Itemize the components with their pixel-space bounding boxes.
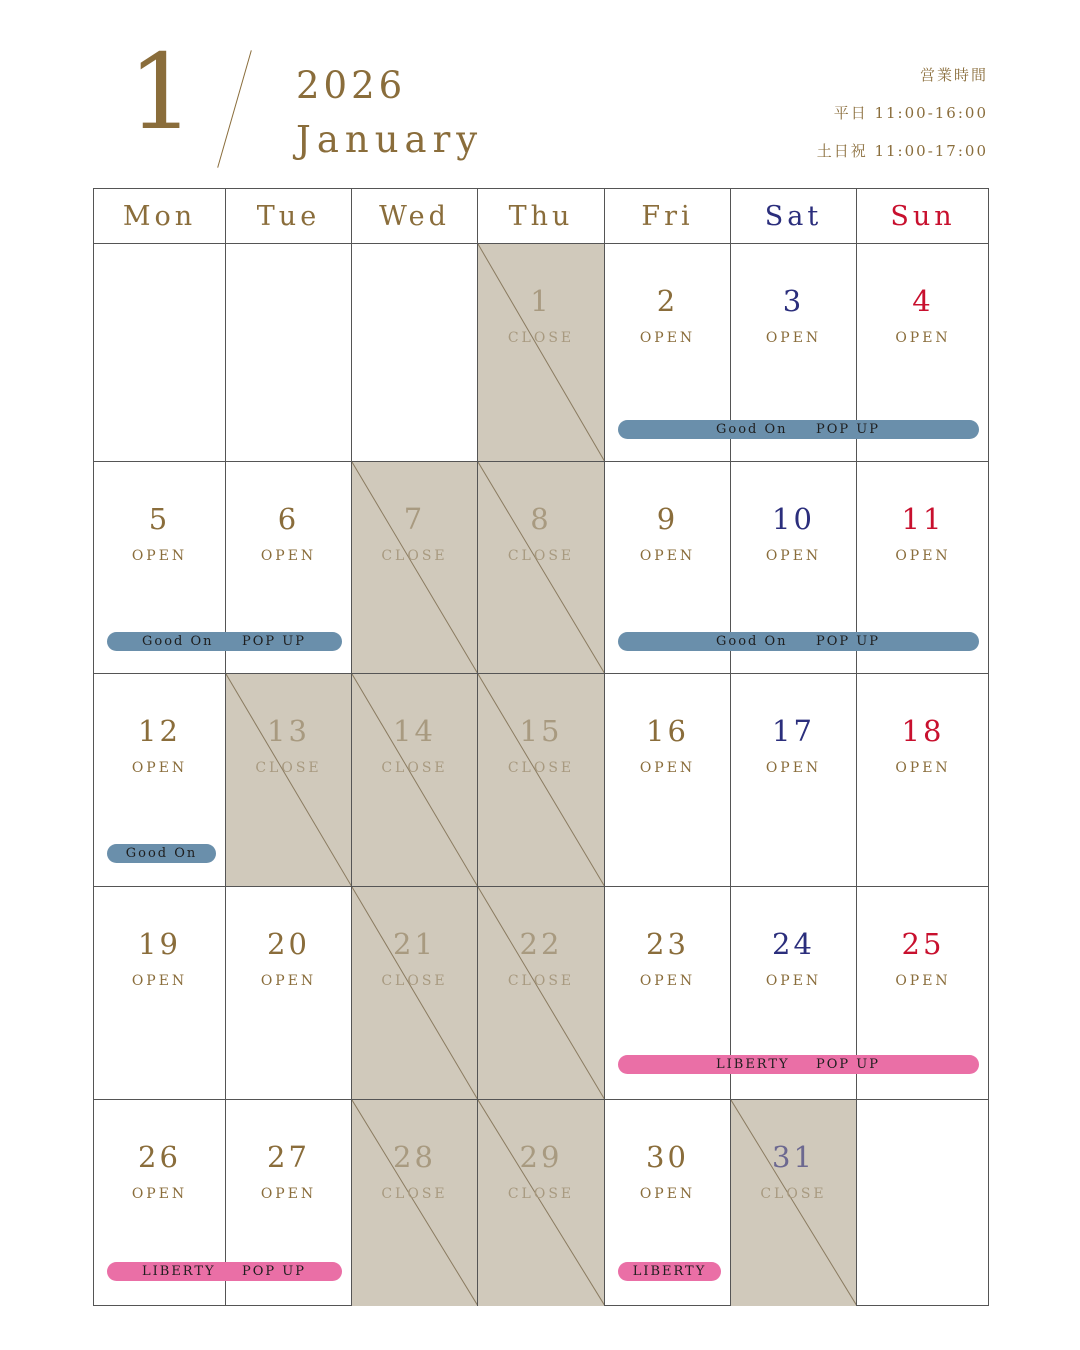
day-number: 5 [148,502,171,536]
closed-slash [478,674,604,886]
event-name: LIBERTY [716,1057,790,1072]
status-open: OPEN [131,1186,188,1202]
status-open: OPEN [765,760,822,776]
empty-day-cell [226,244,352,462]
title-divider [217,50,252,168]
day-number: 13 [267,714,310,748]
event-name: Good On [142,634,214,649]
day-cell-28 [352,1100,478,1306]
day-number: 8 [530,502,552,536]
day-number: 19 [138,927,181,961]
event-tag: POP UP [242,634,306,649]
day-number: 12 [138,714,181,748]
status-close: CLOSE [381,548,448,564]
day-cell-20 [226,887,352,1100]
day-cell-14 [352,674,478,887]
day-number: 10 [772,502,815,536]
status-open: OPEN [765,330,822,346]
day-number: 25 [901,927,945,961]
empty-day-cell [94,244,226,462]
day-number: 15 [519,714,563,748]
status-close: CLOSE [507,548,575,564]
event-bar-good-on[interactable] [107,844,216,863]
day-number: 27 [267,1140,310,1174]
status-open: OPEN [639,973,696,989]
day-number: 1 [530,284,552,318]
day-cell-29 [478,1100,605,1306]
calendar-grid [93,188,989,1306]
event-name: Good On [716,634,788,649]
day-number: 28 [393,1140,436,1174]
status-open: OPEN [765,973,822,989]
status-open: OPEN [895,330,951,346]
status-close: CLOSE [507,973,575,989]
weekday-header-sat: Sat [731,189,857,244]
event-name: LIBERTY [632,1264,707,1279]
closed-slash [226,674,351,886]
closed-slash-line [478,244,604,461]
status-close: CLOSE [255,760,322,776]
status-open: OPEN [260,548,317,564]
closed-slash [352,462,477,673]
event-name: Good On [716,422,788,437]
day-number: 3 [782,284,805,318]
year-label: 2026 [296,64,407,107]
weekday-header-wed: Wed [352,189,478,244]
closed-slash-line [731,1100,856,1306]
closed-slash-line [352,462,477,673]
day-cell-22 [478,887,605,1100]
day-cell-19 [94,887,226,1100]
event-bar-liberty[interactable] [618,1055,979,1074]
day-cell-18 [857,674,989,887]
day-number: 11 [901,502,945,536]
event-bar-good-on[interactable] [618,420,979,439]
closed-slash [478,244,604,461]
empty-day-cell [857,1100,989,1306]
weekday-header-tue: Tue [226,189,352,244]
status-open: OPEN [131,548,188,564]
empty-day-cell [352,244,478,462]
month-name: January [296,118,484,161]
day-number: 20 [267,927,310,961]
day-number: 24 [772,927,815,961]
day-cell-7 [352,462,478,674]
day-number: 14 [393,714,436,748]
status-close: CLOSE [381,973,448,989]
event-bar-good-on[interactable] [618,632,979,651]
status-open: OPEN [765,548,822,564]
day-number: 21 [393,927,436,961]
closed-slash [478,1100,604,1306]
status-open: OPEN [260,973,317,989]
closed-slash-line [478,462,604,673]
closed-slash [478,887,604,1099]
day-cell-8 [478,462,605,674]
day-cell-15 [478,674,605,887]
status-open: OPEN [895,973,951,989]
status-open: OPEN [639,330,696,346]
status-close: CLOSE [760,1186,827,1202]
hours-weekday: 平日 11:00-16:00 [833,104,988,122]
closed-slash-line [226,674,351,886]
closed-slash-line [352,887,477,1099]
status-open: OPEN [131,973,188,989]
closed-slash [352,1100,477,1306]
hours-title: 営業時間 [919,66,988,84]
month-number: 1 [128,31,195,153]
status-close: CLOSE [507,760,575,776]
day-number: 7 [403,502,426,536]
event-name: Good On [125,846,198,861]
day-number: 4 [912,284,934,318]
event-bar-liberty[interactable] [107,1262,342,1281]
closed-slash-line [352,674,477,886]
day-number: 29 [519,1140,563,1174]
weekday-header-sun: Sun [857,189,989,244]
day-number: 30 [646,1140,689,1174]
closed-slash-line [352,1100,477,1306]
status-open: OPEN [895,548,951,564]
status-close: CLOSE [381,1186,448,1202]
closed-slash [478,462,604,673]
event-name: LIBERTY [142,1264,216,1279]
day-number: 31 [772,1140,815,1174]
status-close: CLOSE [381,760,448,776]
weekday-header-thu: Thu [478,189,605,244]
day-number: 26 [138,1140,181,1174]
event-bar-good-on[interactable] [107,632,342,651]
closed-slash-line [478,1100,604,1306]
closed-slash [352,674,477,886]
day-cell-21 [352,887,478,1100]
weekday-header-mon: Mon [94,189,226,244]
hours-weekend: 土日祝 11:00-17:00 [816,142,988,160]
day-number: 17 [772,714,815,748]
status-open: OPEN [895,760,951,776]
status-open: OPEN [260,1186,317,1202]
event-tag: POP UP [816,422,880,437]
status-open: OPEN [131,760,188,776]
day-number: 16 [646,714,689,748]
weekday-header-fri: Fri [605,189,731,244]
day-number: 9 [656,502,679,536]
event-tag: POP UP [816,634,880,649]
day-number: 18 [901,714,945,748]
day-number: 2 [656,284,679,318]
status-close: CLOSE [507,1186,575,1202]
status-open: OPEN [639,760,696,776]
day-cell-31 [731,1100,857,1306]
day-cell-17 [731,674,857,887]
closed-slash-line [478,674,604,886]
day-cell-1 [478,244,605,462]
event-tag: POP UP [242,1264,306,1279]
closed-slash-line [478,887,604,1099]
day-cell-16 [605,674,731,887]
status-close: CLOSE [507,330,575,346]
event-bar-liberty[interactable] [618,1262,721,1281]
day-number: 6 [277,502,300,536]
closed-slash [731,1100,856,1306]
status-open: OPEN [639,1186,696,1202]
day-number: 23 [646,927,689,961]
day-number: 22 [519,927,563,961]
closed-slash [352,887,477,1099]
status-open: OPEN [639,548,696,564]
day-cell-13 [226,674,352,887]
event-tag: POP UP [816,1057,880,1072]
